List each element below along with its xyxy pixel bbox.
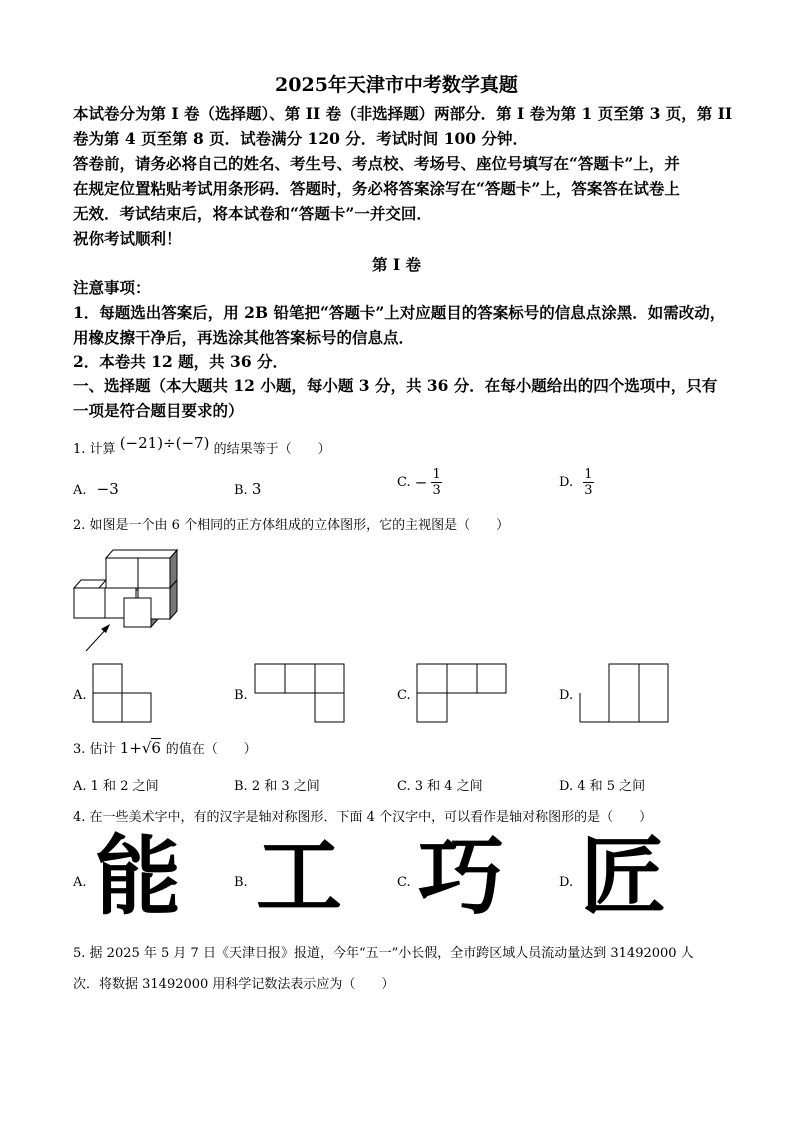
q1-option-b[interactable]: B. 3 bbox=[234, 480, 262, 498]
question-5-line-2: 次．将数据 31492000 用科学记数法表示应为（ ） bbox=[73, 977, 395, 992]
q2-option-a-view bbox=[92, 663, 154, 723]
q2-option-c-label[interactable]: C. bbox=[397, 688, 411, 703]
note-line-2: 用橡皮擦干净后，再选涂其他答案标号的信息点． bbox=[73, 328, 415, 347]
intro-line-3: 答卷前，请务必将自己的姓名、考生号、考点校、考场号、座位号填写在“答题卡”上，并 bbox=[73, 154, 680, 173]
note-line-3: 2．本卷共 12 题，共 36 分． bbox=[73, 352, 289, 371]
q3-option-b[interactable]: B. 2 和 3 之间 bbox=[234, 779, 320, 794]
q2-option-d-label[interactable]: D. bbox=[559, 688, 574, 703]
section-title: 第 I 卷 bbox=[371, 255, 422, 274]
section-one-line-1: 一、选择题（本大题共 12 小题，每小题 3 分，共 36 分．在每小题给出的四个选项中，只有 bbox=[73, 376, 718, 395]
section-one-line-2: 一项是符合题目要求的） bbox=[73, 401, 244, 420]
q3-prefix: 3. 估计 bbox=[73, 742, 116, 757]
q1-option-b-value: 3 bbox=[251, 480, 262, 498]
question-2: 2. 如图是一个由 6 个相同的正方体组成的立体图形，它的主视图是（ ） bbox=[73, 518, 510, 533]
notes-heading: 注意事项： bbox=[73, 278, 151, 297]
question-5-line-1: 5. 据 2025 年 5 月 7 日《天津日报》报道，今年“五一”小长假，全市跨区域人员流动量达到 31492000 人 bbox=[73, 946, 694, 961]
q3-suffix: 的值在（ ） bbox=[165, 742, 257, 757]
q4-option-b-label[interactable]: B. bbox=[234, 875, 248, 890]
q1-option-a-value: −3 bbox=[96, 480, 119, 498]
q1-option-c-fraction: $\frac{1}{3}$ bbox=[432, 467, 441, 498]
intro-line-5: 无效．考试结束后，将本试卷和“答题卡”一并交回． bbox=[73, 204, 432, 223]
q1-option-d[interactable]: D. $\frac{1}{3}$ bbox=[559, 467, 593, 498]
q2-option-d-view bbox=[578, 663, 670, 723]
q3-option-c[interactable]: C. 3 和 4 之间 bbox=[397, 779, 483, 794]
intro-line-6: 祝你考试顺利！ bbox=[73, 229, 182, 248]
q3-option-d[interactable]: D. 4 和 5 之间 bbox=[559, 779, 646, 794]
sqrt-sign-icon: √ bbox=[141, 739, 152, 757]
cube-solid-figure bbox=[68, 543, 178, 655]
q2-option-a-label[interactable]: A. bbox=[73, 688, 87, 703]
q4-option-d-char: 匠 bbox=[580, 827, 666, 927]
intro-line-4: 在规定位置粘贴考试用条形码．答题时，务必将答案涂写在“答题卡”上，答案答在试卷上 bbox=[73, 179, 680, 198]
q3-option-a[interactable]: A. 1 和 2 之间 bbox=[73, 779, 159, 794]
q1-option-d-fraction: $\frac{1}{3}$ bbox=[584, 467, 593, 498]
q2-option-c-view bbox=[416, 663, 508, 723]
q4-option-a-label[interactable]: A. bbox=[73, 875, 87, 890]
q4-option-d-label[interactable]: D. bbox=[559, 875, 574, 890]
q1-suffix: 的结果等于（ ） bbox=[213, 442, 331, 457]
q1-expression: (−21)÷(−7) bbox=[119, 434, 210, 452]
q2-option-b-view bbox=[254, 663, 346, 723]
q1-option-a[interactable]: A. −3 bbox=[73, 480, 119, 498]
page-title: 2025年天津市中考数学真题 bbox=[275, 74, 518, 96]
q4-option-c-label[interactable]: C. bbox=[397, 875, 411, 890]
note-line-1: 1．每题选出答案后，用 2B 铅笔把“答题卡”上对应题目的答案标号的信息点涂黑．如需改动， bbox=[73, 303, 726, 322]
q2-option-b-label[interactable]: B. bbox=[234, 688, 248, 703]
q1-option-c[interactable]: C. − $\frac{1}{3}$ bbox=[397, 467, 441, 498]
q4-option-b-char: 工 bbox=[256, 827, 342, 927]
intro-line-2: 卷为第 4 页至第 8 页．试卷满分 120 分．考试时间 100 分钟． bbox=[73, 129, 528, 148]
question-1 bbox=[73, 434, 331, 457]
q3-expression: 1+√6 bbox=[119, 739, 161, 757]
question-3 bbox=[73, 738, 257, 757]
question-4: 4. 在一些美术字中，有的汉字是轴对称图形．下面 4 个汉字中，可以看作是轴对称图形的是（ ） bbox=[73, 810, 653, 825]
q4-option-c-char: 巧 bbox=[418, 827, 504, 927]
q4-option-a-char: 能 bbox=[95, 827, 181, 927]
q1-prefix: 1. 计算 bbox=[73, 442, 116, 457]
intro-line-1: 本试卷分为第 I 卷（选择题）、第 II 卷（非选择题）两部分．第 I 卷为第 1 页至第 3 页，第 II bbox=[73, 104, 733, 123]
